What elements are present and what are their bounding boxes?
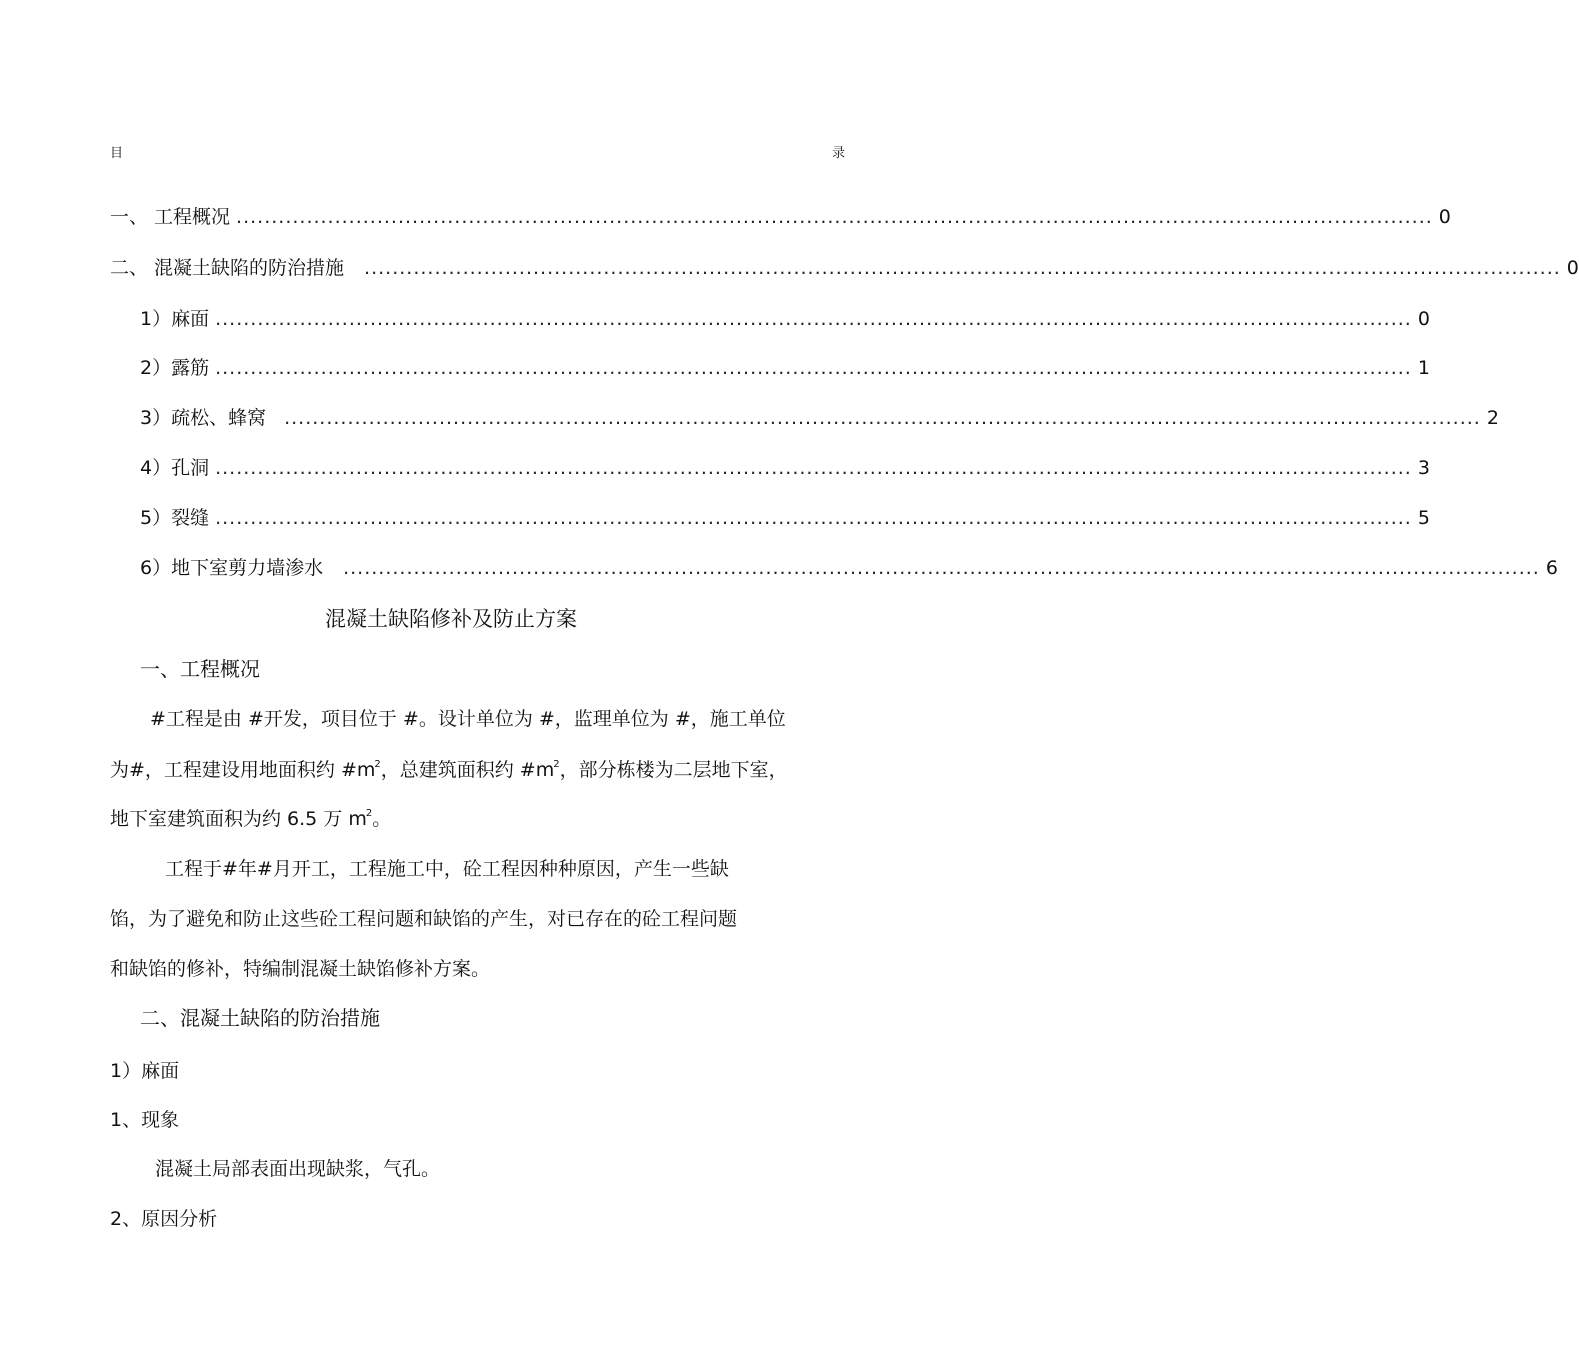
text-span: ，总建筑面积约 #m	[380, 759, 555, 781]
text-span: 。	[372, 808, 392, 830]
toc-entry-label: 一、 工程概况	[110, 206, 231, 228]
toc-entry-label: 二、 混凝土缺陷的防治措施	[110, 257, 345, 279]
toc-leader-dots: ..........................................................................................................................................................................	[364, 257, 1561, 279]
toc-entry-label: 1）麻面	[140, 308, 210, 330]
toc-entry-page: 0	[1417, 308, 1430, 330]
toc-entry[interactable]	[110, 254, 1579, 282]
toc-leader-dots: ..........................................................................................................................................................................	[215, 507, 1412, 529]
toc-entry[interactable]	[140, 354, 1430, 382]
toc-entry[interactable]	[140, 404, 1499, 432]
toc-entry-label: 2）露筋	[140, 357, 210, 379]
toc-entry-page: 0	[1438, 206, 1451, 228]
subsection-heading: 1）麻面	[110, 1060, 180, 1082]
toc-leader-dots: ..........................................................................................................................................................................	[215, 457, 1412, 479]
superscript: 2	[374, 759, 381, 770]
toc-leader-dots: ..........................................................................................................................................................................	[215, 357, 1412, 379]
paragraph-line	[110, 804, 391, 831]
paragraph-line: 工程于#年#月开工，工程施工中，砼工程因种种原因，产生一些缺	[165, 858, 729, 880]
toc-entry[interactable]	[140, 454, 1430, 482]
toc-entry-page: 5	[1417, 507, 1430, 529]
toc-entry-page: 3	[1417, 457, 1430, 479]
text-span: 地下室建筑面积为约 6.5 万 m	[110, 808, 367, 830]
toc-leader-dots: ..........................................................................................................................................................................	[236, 206, 1433, 228]
toc-entry-label: 6）地下室剪力墙渗水	[140, 557, 324, 579]
paragraph-line: 和缺馅的修补，特编制混凝土缺馅修补方案。	[110, 958, 491, 980]
superscript: 2	[365, 808, 373, 819]
toc-entry-page: 1	[1417, 357, 1430, 379]
text-span: 为#，工程建设用地面积约 #m	[110, 759, 376, 781]
toc-entry-page: 0	[1566, 257, 1579, 279]
toc-entry-page: 2	[1486, 407, 1499, 429]
toc-entry-page: 6	[1545, 557, 1558, 579]
toc-leader-dots: ..........................................................................................................................................................................	[343, 557, 1540, 579]
toc-leader-dots: ..........................................................................................................................................................................	[284, 407, 1481, 429]
text-span: ，部分栋楼为二层地下室，	[559, 759, 788, 781]
toc-heading-left: 目	[110, 146, 124, 161]
paragraph-line: #工程是由 #开发，项目位于 #。设计单位为 #，监理单位为 #，施工单位	[150, 708, 786, 730]
section-heading: 二、混凝土缺陷的防治措施	[140, 1006, 380, 1030]
toc-entry[interactable]	[140, 504, 1430, 532]
toc-entry[interactable]	[140, 305, 1430, 333]
toc-entry[interactable]	[140, 554, 1558, 582]
paragraph-line: 混凝土局部表面出现缺浆，气孔。	[155, 1158, 441, 1180]
item-heading: 2、原因分析	[110, 1208, 218, 1230]
toc-entry[interactable]	[110, 203, 1451, 231]
item-heading: 1、现象	[110, 1109, 180, 1131]
toc-entry-label: 4）孔洞	[140, 457, 210, 479]
section-heading: 一、工程概况	[140, 657, 260, 681]
toc-entry-label: 5）裂缝	[140, 507, 210, 529]
paragraph-line	[110, 755, 788, 782]
paragraph-line: 馅，为了避免和防止这些砼工程问题和缺馅的产生，对已存在的砼工程问题	[110, 908, 738, 930]
document-title: 混凝土缺陷修补及防止方案	[325, 607, 577, 631]
toc-entry-label: 3）疏松、蜂窝	[140, 407, 267, 429]
toc-leader-dots: ..........................................................................................................................................................................	[215, 308, 1412, 330]
superscript: 2	[553, 759, 560, 770]
toc-heading-right: 录	[832, 146, 846, 161]
